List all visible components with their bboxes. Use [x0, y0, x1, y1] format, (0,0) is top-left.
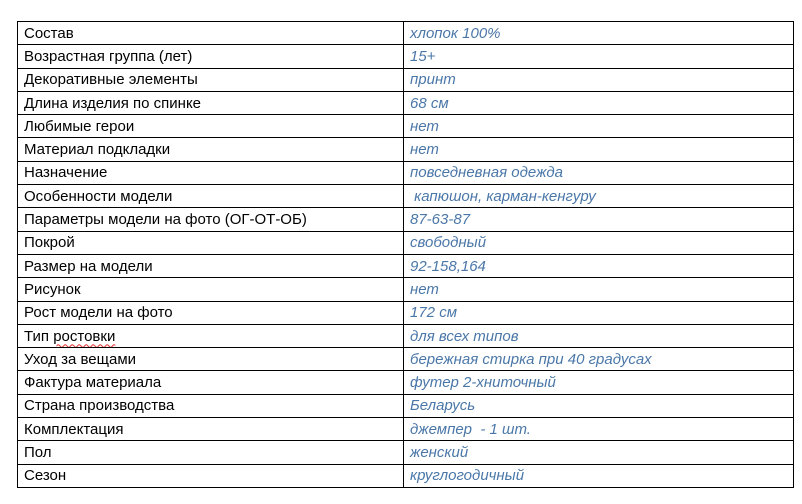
property-label: Декоративные элементы — [18, 68, 404, 91]
property-label — [18, 324, 404, 347]
property-label: Уход за вещами — [18, 348, 404, 371]
property-value: Беларусь — [404, 394, 794, 417]
property-label: Особенности модели — [18, 185, 404, 208]
table-row — [18, 22, 794, 45]
property-value: свободный — [404, 231, 794, 254]
property-label: Фактура материала — [18, 371, 404, 394]
property-label: Любимые герои — [18, 115, 404, 138]
table-row — [18, 208, 794, 231]
table-row — [18, 254, 794, 277]
property-label: Параметры модели на фото (ОГ-ОТ-ОБ) — [18, 208, 404, 231]
table-row — [18, 115, 794, 138]
property-label: Рост модели на фото — [18, 301, 404, 324]
table-row — [18, 231, 794, 254]
table-row — [18, 348, 794, 371]
property-label: Рисунок — [18, 278, 404, 301]
property-value: капюшон, карман-кенгуру — [404, 185, 794, 208]
table-row — [18, 441, 794, 464]
property-value: для всех типов — [404, 324, 794, 347]
table-row — [18, 161, 794, 184]
property-label: Страна производства — [18, 394, 404, 417]
property-value: женский — [404, 441, 794, 464]
table-row — [18, 394, 794, 417]
property-value: 68 см — [404, 91, 794, 114]
table-row — [18, 138, 794, 161]
property-value: принт — [404, 68, 794, 91]
table-row — [18, 278, 794, 301]
property-value: круглогодичный — [404, 464, 794, 487]
property-value: бережная стирка при 40 градусах — [404, 348, 794, 371]
property-value: 87-63-87 — [404, 208, 794, 231]
table-row — [18, 301, 794, 324]
table-row — [18, 464, 794, 487]
property-value: 15+ — [404, 45, 794, 68]
property-value: 172 см — [404, 301, 794, 324]
table-row — [18, 324, 794, 347]
property-value: футер 2-хниточный — [404, 371, 794, 394]
property-label: Назначение — [18, 161, 404, 184]
property-value: джемпер - 1 шт. — [404, 418, 794, 441]
property-value: нет — [404, 138, 794, 161]
property-value: нет — [404, 278, 794, 301]
table-row — [18, 418, 794, 441]
table-row — [18, 68, 794, 91]
property-value: повседневная одежда — [404, 161, 794, 184]
property-label: Длина изделия по спинке — [18, 91, 404, 114]
property-label: Покрой — [18, 231, 404, 254]
spellcheck-flagged-word: ростовки — [53, 327, 116, 345]
spec-table-body — [18, 22, 794, 488]
property-value: нет — [404, 115, 794, 138]
property-value: хлопок 100% — [404, 22, 794, 45]
product-spec-table — [17, 21, 794, 488]
property-label: Комплектация — [18, 418, 404, 441]
table-row — [18, 91, 794, 114]
property-label: Сезон — [18, 464, 404, 487]
label-prefix: Тип — [24, 327, 54, 345]
table-row — [18, 45, 794, 68]
property-label: Материал подкладки — [18, 138, 404, 161]
table-row — [18, 371, 794, 394]
table-row — [18, 185, 794, 208]
property-value: 92-158,164 — [404, 254, 794, 277]
property-label: Возрастная группа (лет) — [18, 45, 404, 68]
property-label: Состав — [18, 22, 404, 45]
property-label: Размер на модели — [18, 254, 404, 277]
property-label: Пол — [18, 441, 404, 464]
